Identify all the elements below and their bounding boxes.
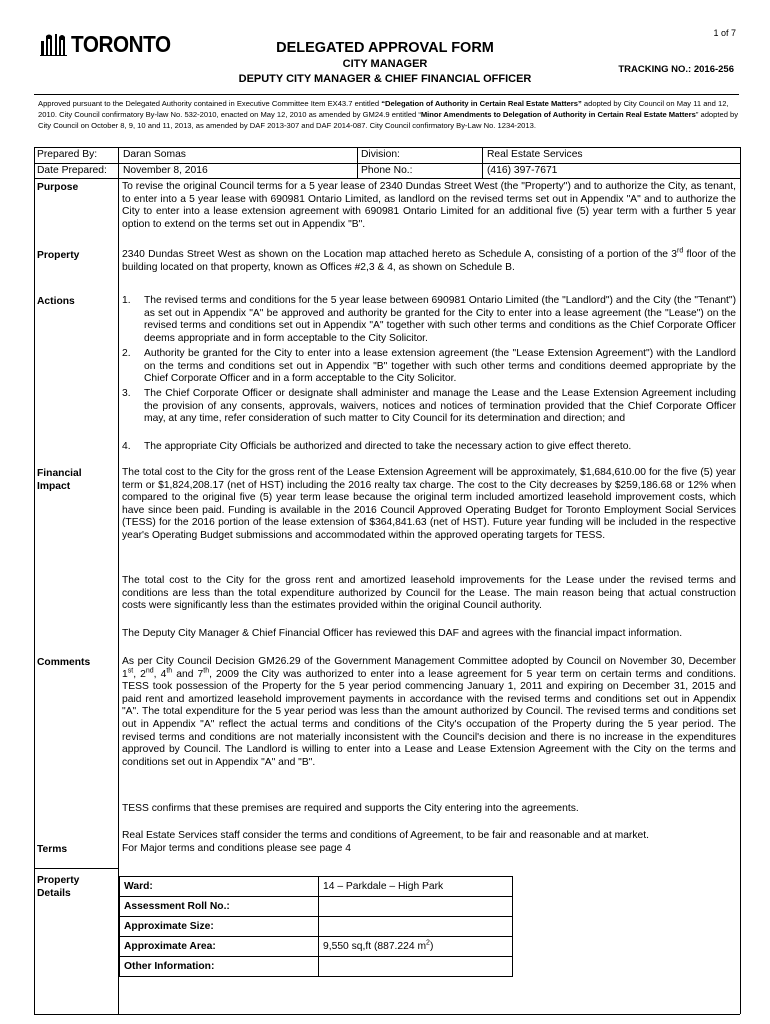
assessment-roll-value — [319, 897, 513, 917]
ward-label: Ward: — [120, 877, 319, 897]
division-label: Division: — [361, 149, 400, 160]
form-title: DELEGATED APPROVAL FORM — [276, 40, 494, 56]
date-prepared-value: November 8, 2016 — [123, 165, 208, 176]
approx-size-value — [319, 917, 513, 937]
purpose-text: To revise the original Council terms for a 5 year lease of 2340 Dundas Street West (the "Property") and to authorize the City, as tenant, to enter into a 5 year lease with 690981 Ontario Limited, as landlord on the revised terms set out in Appendix "A" and to authorize the City to enter into a lease extension agreement with 690981 Ontario Limited for an additional five (5) year term with a further 5 year option to extend on the terms set out in Appendix "B". — [122, 181, 736, 230]
terms-line1: Real Estate Services staff consider the terms and conditions of Agreement, to be fair and reasonable and at market. — [122, 830, 649, 841]
purpose-label: Purpose — [37, 182, 79, 193]
page-number: 1 of 7 — [713, 28, 736, 38]
comments-p1: As per City Council Decision GM26.29 of the Government Management Committee adopted by Council on November 30, December 1st, 2nd, 4th and 7th, 2009 the City was authorized to enter into a lease agreement for 5 year term on certain terms and conditions. TESS took possession of the Property for the 5 year period commencing January 1, 2011 and expiring on December 31, 2015 and paid rent and amortized leasehold improvement payments in accordance with the revised terms and conditions set out in Appendix "A". The total expenditure for the 5 year period was less than the amount authorized by Council. The revised terms and conditions set out in Appendix "A" reflect the actual terms and conditions of the City's occupation of the Property during the 5 year period. The revised terms and conditions are not materially inconsistent with the Council's decision and there is no increase in the expenditures approved by Council. The Landlord is willing to enter into a Lease and Lease Extension Agreement with the City on the terms and conditions set out in Appendix "A" and "B". — [122, 656, 736, 768]
table-row — [120, 877, 513, 897]
toronto-wordmark: TORONTO — [71, 31, 171, 57]
action-item: 2. Authority be granted for the City to enter into a lease extension agreement (the "Lease Extension Agreement") with the Landlord on the terms and conditions set out in Appendix "B" together with such other terms and conditions deemed appropriate by the Chief Corporate Officer and in a form acceptable to the City Solicitor. — [122, 348, 736, 385]
authority-statement: Approved pursuant to the Delegated Authority contained in Executive Committee Item EX43.7 entitled “Delegation of Authority in Certain Real Estate Matters” adopted by City Council on May 11 and 12, 2010. City Council confirmatory By-law No. 532-2010, enacted on May 12, 2010 as amended by GM24.9 entitled “Minor Amendments to Delegation of Authority in Certain Real Estate Matters” adopted by City Council on October 8, 9, 10 and 11, 2013, as amended by DAF 2013-307 and DAF 2014-087. City Council confirmatory By-Law No. 1234-2013. — [38, 99, 739, 130]
table-row — [120, 897, 513, 917]
table-row — [120, 917, 513, 937]
tracking-label: TRACKING NO.: — [618, 64, 692, 75]
phone-label: Phone No.: — [361, 165, 413, 176]
ward-value: 14 – Parkdale – High Park — [319, 877, 513, 897]
action-item: 4. The appropriate City Officials be authorized and directed to take the necessary action to give effect thereto. — [122, 441, 632, 452]
prepared-by-value: Daran Somas — [123, 149, 186, 160]
tracking-value: 2016-256 — [693, 64, 734, 75]
terms-label: Terms — [37, 844, 68, 855]
approx-area-label: Approximate Area: — [120, 937, 319, 957]
property-details-label: Property Details — [37, 875, 80, 899]
table-row — [120, 937, 513, 957]
comments-label: Comments — [37, 657, 91, 668]
tracking-number — [618, 64, 734, 75]
property-label: Property — [37, 250, 80, 261]
division-value: Real Estate Services — [487, 149, 583, 160]
comments-p2: TESS confirms that these premises are required and supports the City entering into the agreements. — [122, 803, 579, 814]
financial-impact-p2: The total cost to the City for the gross rent and amortized leasehold improvements for the Lease under the revised terms and conditions are less than the total expenditure authorized by Council for the Lease. The main reason being that actual construction costs were significantly less than the estimates provided within the original Council authority. — [122, 575, 736, 612]
financial-impact-p3: The Deputy City Manager & Chief Financial Officer has reviewed this DAF and agrees with the financial impact information. — [122, 628, 683, 639]
property-text: 2340 Dundas Street West as shown on the Location map attached hereto as Schedule A, consisting of a portion of the 3rd floor of the building located on that property, known as Offices #2,3 & 4, as shown on Schedule B. — [122, 247, 736, 273]
form-subtitle-city-manager: CITY MANAGER — [342, 58, 428, 70]
actions-label: Actions — [37, 296, 75, 307]
property-details-table — [119, 876, 513, 977]
action-item: 1. The revised terms and conditions for the 5 year lease between 690981 Ontario Limited (the "Landlord") and the City (the "Tenant") as set out in Appendix "A" be approved and authority be granted for the City to enter into a lease agreement (the "Lease") on the revised terms and conditions set out in Appendix "A" together with such other terms and conditions as the Chief Corporate Officer deems appropriate and in form acceptable to the City Solicitor. — [122, 295, 736, 344]
financial-impact-p1: The total cost to the City for the gross rent of the Lease Extension Agreement will be approximately, $1,684,610.00 for the five (5) year term or $1,824,208.17 (net of HST) including the 2016 realty tax charge. The cost to the City decreases by $259,186.68 or 12% when compared to the original five (5) year term lease because the original term included amortized leasehold improvement costs, which have since been paid. Funding is available in the 2016 Council Approved Operating Budget for Toronto Employment Social Services (TESS) for the 2016 portion of the lease extension of $364,841.63 (net of HST). Future year funding will be included in the respective year's Operating Budget submissions and accommodated within the approved operating targets for TESS. — [122, 467, 736, 541]
prepared-by-label: Prepared By: — [37, 149, 98, 160]
form-subtitle-dcm-cfo: DEPUTY CITY MANAGER & CHIEF FINANCIAL OFFICER — [238, 73, 532, 85]
phone-value: (416) 397-7671 — [487, 165, 558, 176]
financial-impact-label: Financial Impact — [37, 468, 82, 492]
header-rule — [34, 94, 739, 95]
action-item: 3. The Chief Corporate Officer or designate shall administer and manage the Lease and the Lease Extension Agreement including the provision of any consents, approvals, waivers, notices and notices of termination provided that the Chief Corporate Officer may, at any time, refer consideration of such matter to City Council for its determination and direction; and — [122, 388, 736, 425]
approx-area-value: 9,550 sq,ft (887.224 $m^2$) — [319, 937, 513, 957]
assessment-roll-label: Assessment Roll No.: — [120, 897, 319, 917]
table-row — [120, 957, 513, 977]
other-info-label: Other Information: — [120, 957, 319, 977]
approx-size-label: Approximate Size: — [120, 917, 319, 937]
other-info-value — [319, 957, 513, 977]
terms-line2: For Major terms and conditions please see page 4 — [122, 843, 351, 854]
date-prepared-label: Date Prepared: — [37, 165, 107, 176]
